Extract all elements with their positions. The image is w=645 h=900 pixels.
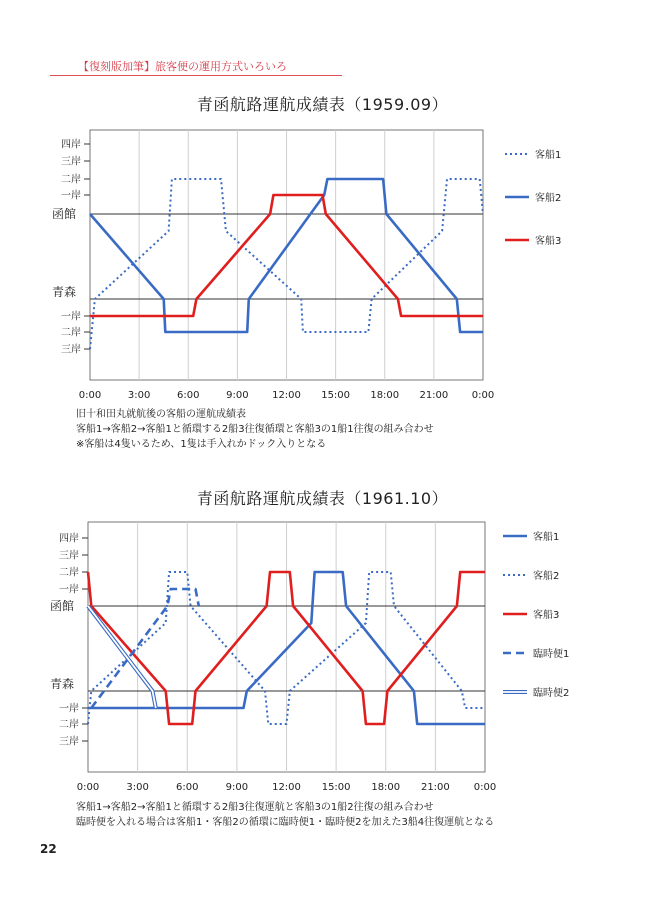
x-tick-label: 9:00 <box>225 782 249 793</box>
notes-1961 <box>76 800 494 830</box>
legend-label: 客船1 <box>535 150 562 161</box>
legend-label: 客船3 <box>535 236 562 247</box>
section-header <box>50 55 342 76</box>
y-tick-label: 二岸 <box>61 174 81 186</box>
y-tick-label: 一岸 <box>61 311 81 323</box>
section-header-text: 【復刻版加筆】旅客便の運用方式いろいろ <box>78 60 287 73</box>
y-tick-label: 青森 <box>51 285 76 299</box>
x-tick-label: 15:00 <box>321 782 351 793</box>
note-line: 客船1→客船2→客船1と循環する2船3往復運航と客船3の1船2往復の組み合わせ <box>76 802 434 813</box>
y-tick-label: 三岸 <box>61 344 81 356</box>
x-tick-label: 18:00 <box>370 390 400 401</box>
y-tick-label: 二岸 <box>59 719 79 731</box>
x-tick-label: 9:00 <box>226 390 249 401</box>
x-tick-label: 12:00 <box>272 782 301 793</box>
series-line-臨時便1 <box>91 589 199 708</box>
x-tick-label: 0:00 <box>471 390 495 401</box>
note-line: 旧十和田丸就航後の客船の運航成績表 <box>76 409 246 420</box>
legend-label: 客船2 <box>535 193 562 204</box>
x-tick-label: 15:00 <box>321 390 351 401</box>
chart-title-1961: 青函航路運航成績表（1961.10） <box>196 489 449 508</box>
notes-1959 <box>76 407 434 452</box>
chart-title-1959: 青函航路運航成績表（1959.09） <box>196 95 449 114</box>
x-tick-label: 0:00 <box>78 390 102 401</box>
y-tick-label: 四岸 <box>59 533 79 545</box>
legend-label: 客船2 <box>533 571 560 582</box>
y-tick-label: 三岸 <box>59 736 79 748</box>
y-tick-label: 函館 <box>51 207 76 221</box>
legend-label: 客船3 <box>533 610 560 621</box>
legend-label: 客船1 <box>533 532 560 543</box>
x-tick-label: 6:00 <box>177 390 200 401</box>
x-tick-label: 0:00 <box>473 782 497 793</box>
x-tick-label: 18:00 <box>371 782 401 793</box>
x-tick-label: 12:00 <box>272 390 301 401</box>
legend-label: 臨時便1 <box>533 649 570 660</box>
x-tick-label: 3:00 <box>126 782 149 793</box>
y-tick-label: 三岸 <box>59 550 79 562</box>
note-line: 客船1→客船2→客船1と循環する2船3往復循環と客船3の1船1往復の組み合わせ <box>76 424 434 435</box>
y-tick-label: 一岸 <box>61 190 81 202</box>
y-tick-label: 二岸 <box>61 327 81 339</box>
chart-1961 <box>0 510 645 810</box>
x-tick-label: 21:00 <box>419 390 449 401</box>
series-line-臨時便2 <box>88 606 156 708</box>
y-tick-label: 一岸 <box>59 703 79 715</box>
y-tick-label: 四岸 <box>61 139 81 151</box>
note-line: ※客船は4隻いるため、1隻は手入れかドック入りとなる <box>76 439 327 450</box>
note-line: 臨時便を入れる場合は客船1・客船2の循環に臨時便1・臨時便2を加えた3船4往復運航となる <box>76 817 495 828</box>
page-number: 22 <box>40 842 57 856</box>
y-tick-label: 一岸 <box>59 584 79 596</box>
y-tick-label: 青森 <box>49 677 74 691</box>
x-tick-label: 3:00 <box>127 390 151 401</box>
x-tick-label: 0:00 <box>76 782 100 793</box>
x-tick-label: 6:00 <box>176 782 199 793</box>
y-tick-label: 三岸 <box>61 156 81 168</box>
y-tick-label: 二岸 <box>59 567 79 579</box>
chart-1959 <box>0 118 645 428</box>
y-tick-label: 函館 <box>49 599 74 613</box>
legend-label: 臨時便2 <box>533 688 570 699</box>
x-tick-label: 21:00 <box>420 782 450 793</box>
